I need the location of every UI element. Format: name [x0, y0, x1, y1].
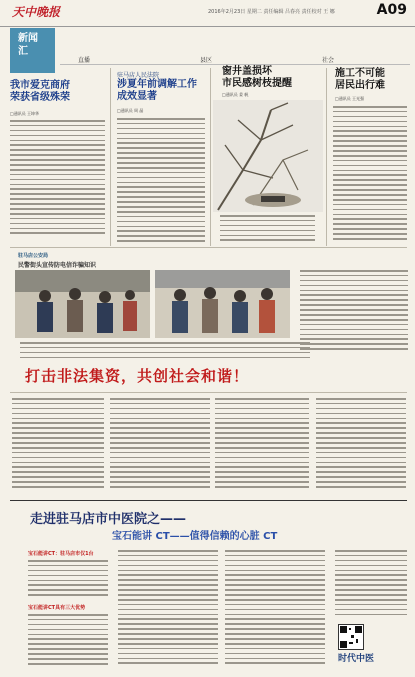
story-3-headline: 窗井盖损坏 市民感树枝提醒: [222, 66, 292, 89]
crowd-photo: [155, 270, 290, 338]
masthead-bar: [0, 0, 415, 27]
newspaper-logo: 天中晚报: [12, 5, 61, 19]
police-photo: [15, 270, 150, 338]
hospital-brand: 时代中医: [338, 654, 375, 664]
ad-text-3: [118, 550, 218, 669]
section-divider: [10, 247, 407, 248]
ad-text-5: [335, 550, 407, 620]
column-divider: [110, 68, 111, 246]
ad-text-4: [225, 550, 325, 669]
story-2-text: [117, 118, 205, 244]
ad-subtitle: 宝石能讲 CT——值得信赖的心脏 CT: [112, 531, 278, 542]
story-2-byline: □通讯员 周 晶: [117, 108, 144, 113]
ad-text-1: [28, 560, 108, 600]
feature-caption: [20, 342, 310, 360]
story-2-kicker: 驻马店人民法院: [117, 72, 160, 79]
column-divider: [210, 68, 211, 246]
feature-text: [300, 270, 408, 358]
story-1-text: [10, 120, 105, 238]
story-4-headline: 施工不可能 居民出行难: [335, 68, 385, 91]
story-3-byline: □通讯员 姜 帆: [222, 92, 249, 97]
qr-code-icon: [339, 625, 363, 649]
section-text: 新闻 汇: [18, 33, 38, 57]
ad-title: 走进驻马店市中医院之——: [30, 512, 187, 527]
ad-text-2: [28, 614, 108, 669]
story-1-byline: □通讯员 王坤华: [10, 111, 40, 116]
tree-branch-photo: [213, 100, 323, 212]
column-band: [60, 54, 410, 65]
feature-kicker: 驻马店公安局: [18, 253, 49, 259]
feature-headline: 民警街头宣传防电信诈骗知识: [18, 262, 97, 269]
lower-text-4: [316, 398, 406, 493]
ad-subhead-2: 宝石能讲CT具有三大优势: [28, 605, 86, 611]
column-divider: [326, 68, 327, 246]
ad-subhead-1: 宝石能讲CT：驻马店市仅1台: [28, 551, 94, 557]
dateline: 2016年2月23日 星期二 责任编辑 吕春亮 责任校对 王 娜: [208, 9, 335, 15]
slogan-banner: 打击非法集资，共创社会和谐！: [25, 367, 250, 385]
story-1-headline: 我市爱克商府 荣获省级殊荣: [10, 80, 70, 103]
band-label-middle: 县区: [200, 57, 213, 64]
band-label-right: 社会: [322, 57, 335, 64]
section-divider: [10, 392, 407, 393]
story-4-text: [333, 106, 407, 246]
page-number: A09: [376, 2, 407, 18]
story-3-caption: [220, 215, 315, 245]
section-label: [10, 28, 55, 73]
story-4-byline: □通讯员 王光强: [335, 96, 365, 101]
qr-code: [338, 624, 364, 650]
lower-text-2: [110, 398, 210, 493]
band-label-left: 直播: [78, 57, 91, 64]
lower-text-1: [12, 398, 104, 493]
lower-text-3: [215, 398, 309, 493]
ad-divider: [10, 500, 407, 501]
story-2-headline: 涉夏年前调解工作 成效显著: [117, 79, 197, 102]
